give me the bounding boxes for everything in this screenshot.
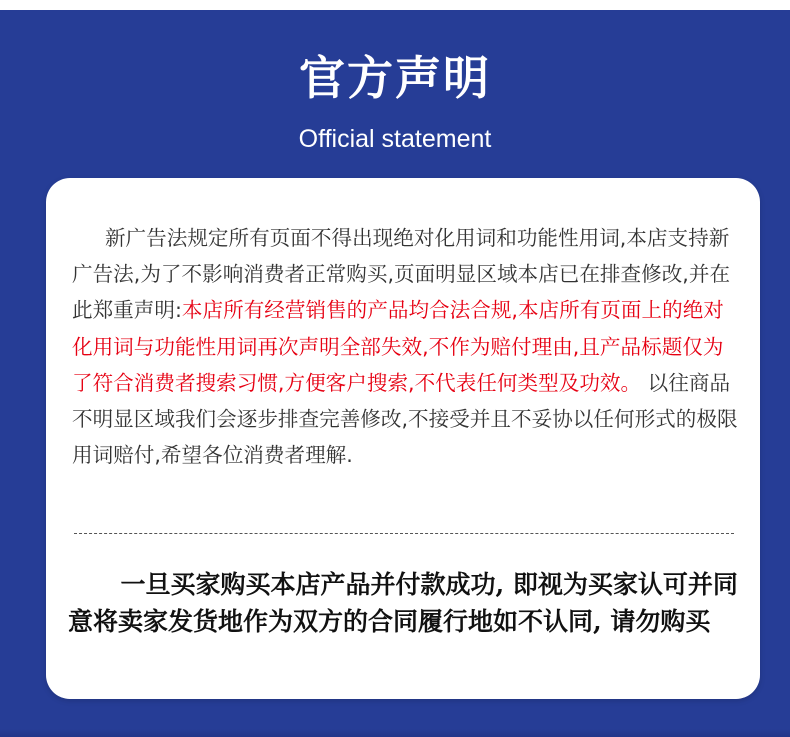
purchase-notice: 一旦买家购买本店产品并付款成功, 即视为买家认可并同意将卖家发货地作为双方的合同履行地如不认同, 请勿购买 [68, 570, 738, 636]
statement-outro: 以往商品不明显区域我们会逐步排查完善修改,不接受并且不妥协以任何形式的极限用词赔付,希望各位消费者理解. [72, 370, 738, 468]
divider [74, 533, 734, 534]
statement-highlight: 本店所有经营销售的产品均合法合规,本店所有页面上的绝对化用词与功能性用词再次声明全部失效,不作为赔付理由,且产品标题仅为了符合消费者搜索习惯,方便客户搜索,不代表任何类型及功效。 [72, 298, 724, 395]
statement-paragraph [72, 220, 744, 473]
page-title: 官方声明 [299, 51, 491, 105]
statement-panel [0, 10, 790, 737]
statement-intro: 新广告法规定所有页面不得出现绝对化用词和功能性用词,本店支持新广告法,为了不影响消费者正常购买,页面明显区域本店已在排查修改,并在此郑重声明: [72, 226, 731, 323]
page-subtitle: Official statement [298, 125, 492, 153]
statement-card [46, 178, 760, 699]
